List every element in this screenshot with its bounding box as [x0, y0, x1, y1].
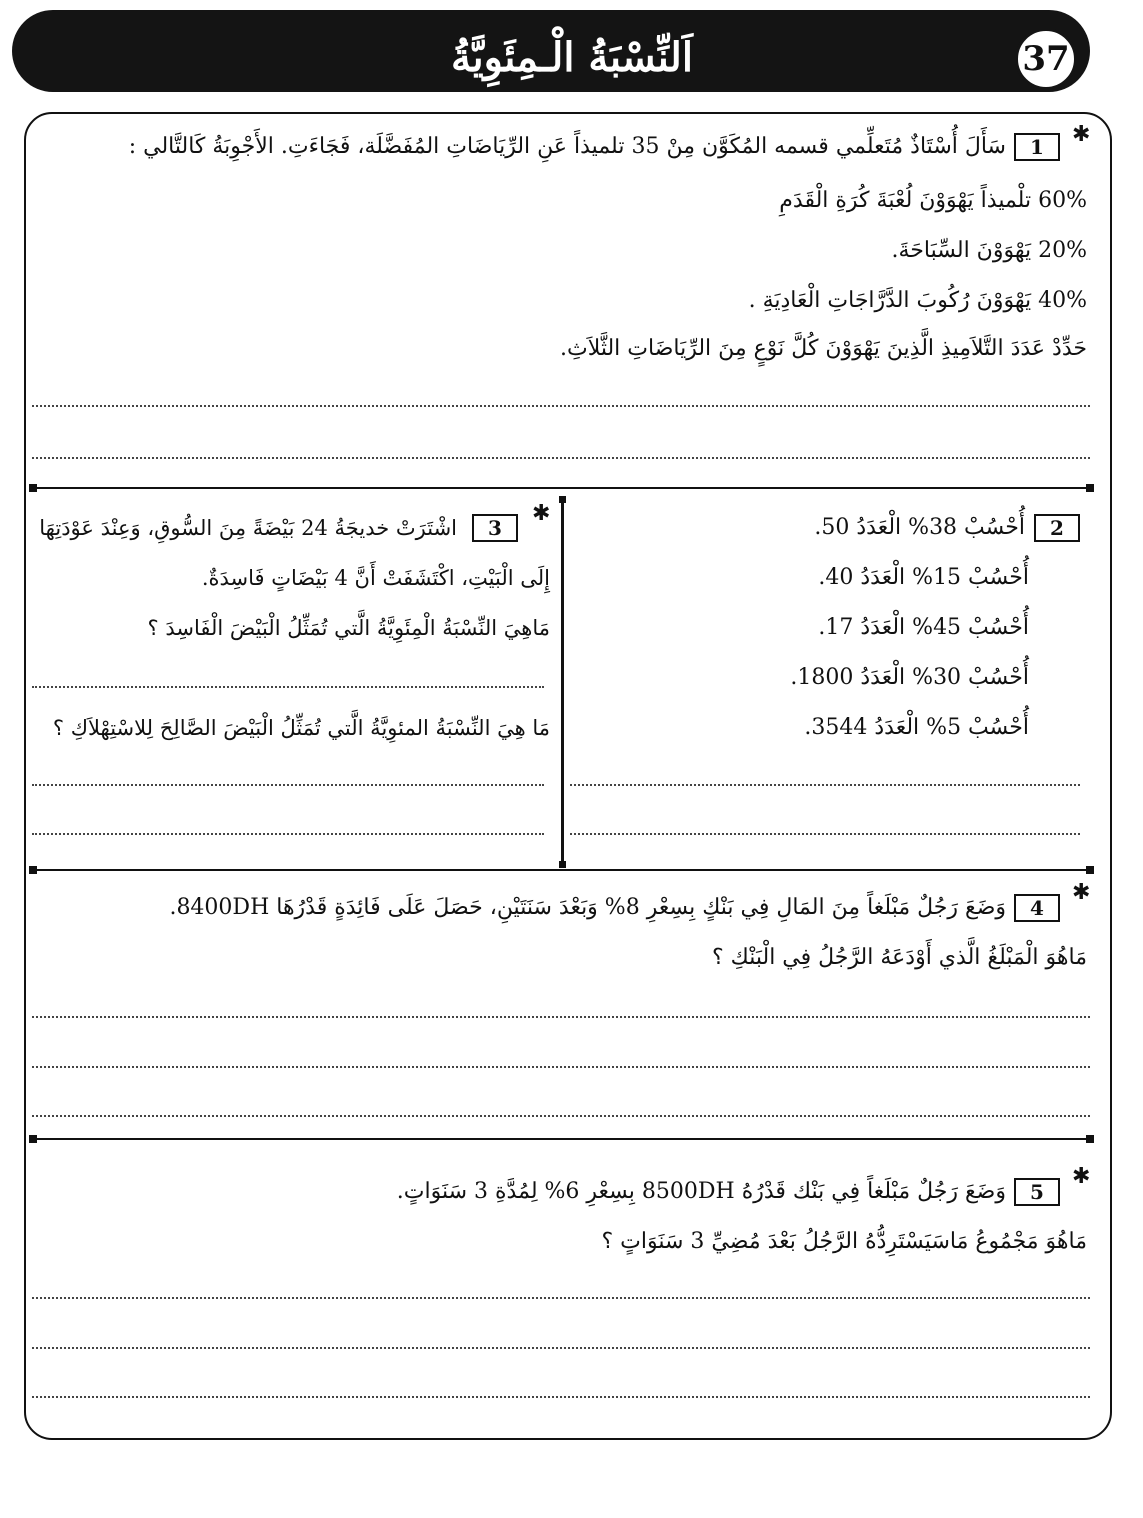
page-title: اَلنِّسْبَةُ الْـمِئَوِيَّةُ	[451, 34, 693, 81]
page-header	[12, 10, 1090, 92]
exercise-3-line-2: إِلَى الْبَيْتِ، اكْتَشَفَتْ أَنَّ 4 بَيْضَاتٍ فَاسِدَةٌ.	[201, 566, 550, 590]
exercise-2-line-5: أُحْسُبْ 5% الْعَدَدُ 3544.	[804, 715, 1029, 740]
exercise-number-4: 4	[1014, 894, 1060, 922]
section-separator	[33, 1138, 1090, 1140]
answer-line	[32, 1066, 1090, 1068]
star-marker: ✱	[1072, 122, 1091, 147]
exercise-number-3: 3	[472, 514, 518, 542]
column-separator	[561, 500, 564, 864]
star-marker: ✱	[1072, 880, 1091, 905]
exercise-number-5: 5	[1014, 1178, 1060, 1206]
exercise-2-line-4: أُحْسُبْ 30% الْعَدَدُ 1800.	[790, 665, 1029, 690]
star-marker: ✱	[1072, 1164, 1091, 1189]
exercise-5-line-2: مَاهُوَ مَجْمُوعُ مَاسَيَسْتَرِدُّهُ الرَّجُلُ بَعْدَ مُضِيِّ 3 سَنَوَاتٍ ؟	[601, 1229, 1087, 1254]
exercise-1-line-2: 60% تلْميذاً يَهْوَوْنَ لُعْبَةَ كُرَةِ الْقَدَمِ	[779, 188, 1087, 213]
answer-line	[32, 784, 544, 786]
answer-line	[32, 1297, 1090, 1299]
exercise-1-line-4: 40% يَهْوَوْنَ رُكُوبَ الدَّرَّاجَاتِ الْعَادِيَةِ .	[748, 288, 1087, 313]
page-number: 37	[1015, 28, 1077, 90]
exercise-4-line-2: مَاهُوَ الْمَبْلَغُ الَّذي أَوْدَعَهُ الرَّجُلُ فِي الْبَنْكِ ؟	[712, 945, 1087, 970]
exercise-3-line-1: اشْتَرَتْ خديجَةُ 24 بَيْضَةً مِنَ السُّوقِ، وَعِنْدَ عَوْدَتِهَا	[39, 516, 457, 540]
answer-line	[570, 833, 1080, 835]
exercise-2-line-3: أُحْسُبْ 45% الْعَدَدُ 17.	[818, 615, 1029, 640]
answer-line	[32, 1115, 1090, 1117]
exercise-3-line-4: مَا هِيَ النِّسْبَةُ المئوِيَّةُ الَّتي تُمَثِّلُ الْبَيْضَ الصَّالِحَ لِلاسْتِهْلاَكِ ؟	[52, 716, 550, 740]
exercise-number-1: 1	[1014, 133, 1060, 161]
exercise-1-line-1: سَأَلَ أُسْتَاذٌ مُتَعلِّمي قسمه المُكَوَّن مِنْ 35 تلميذاً عَنِ الرِّيَاضَاتِ المُفَضَّلَة، فَجَاءَتِ. الأَجْوِبَةُ كَالتَّالي :	[128, 134, 1006, 159]
answer-line	[32, 833, 544, 835]
exercise-1-line-3: 20% يَهْوَوْنَ السِّبَاحَةَ.	[891, 238, 1087, 263]
exercise-2-line-1: أُحْسُبْ 38% الْعَدَدُ 50.	[814, 515, 1025, 540]
section-separator	[33, 487, 1090, 489]
exercise-3-line-3: مَاهِيَ النِّسْبَةُ الْمِئَوِيَّةُ الَّتي تُمَثِّلُ الْبَيْضَ الْفَاسِدَ ؟	[147, 616, 550, 640]
exercise-5-line-1: وَضَعَ رَجُلٌ مَبْلَغاً فِي بَنْك قَدْرُهُ 8500DH بِسِعْرِ 6% لِمُدَّةِ 3 سَنَوَاتٍ.	[396, 1179, 1006, 1204]
section-separator	[33, 869, 1090, 871]
answer-line	[32, 1016, 1090, 1018]
exercise-number-2: 2	[1034, 514, 1080, 542]
answer-line	[32, 405, 1090, 407]
answer-line	[32, 1396, 1090, 1398]
answer-line	[570, 784, 1080, 786]
answer-line	[32, 1347, 1090, 1349]
answer-line	[32, 457, 1090, 459]
exercise-2-line-2: أُحْسُبْ 15% الْعَدَدُ 40.	[818, 565, 1029, 590]
star-marker: ✱	[532, 501, 551, 526]
exercise-1-line-5: حَدِّدْ عَدَدَ التَّلاَمِيذِ الَّذِينَ يَهْوَوْنَ كُلَّ نَوْعٍ مِنَ الرِّيَاضَاتِ الثَّلاَثِ.	[560, 336, 1087, 361]
exercise-4-line-1: وَضَعَ رَجُلٌ مَبْلَغاً مِنَ المَالِ فِي بَنْكٍ بِسِعْرِ 8% وَبَعْدَ سَنَتَيْنِ، حَصَلَ عَلَى فَائِدَةٍ قَدْرُهَا 8400DH.	[169, 895, 1006, 920]
answer-line	[32, 686, 544, 688]
